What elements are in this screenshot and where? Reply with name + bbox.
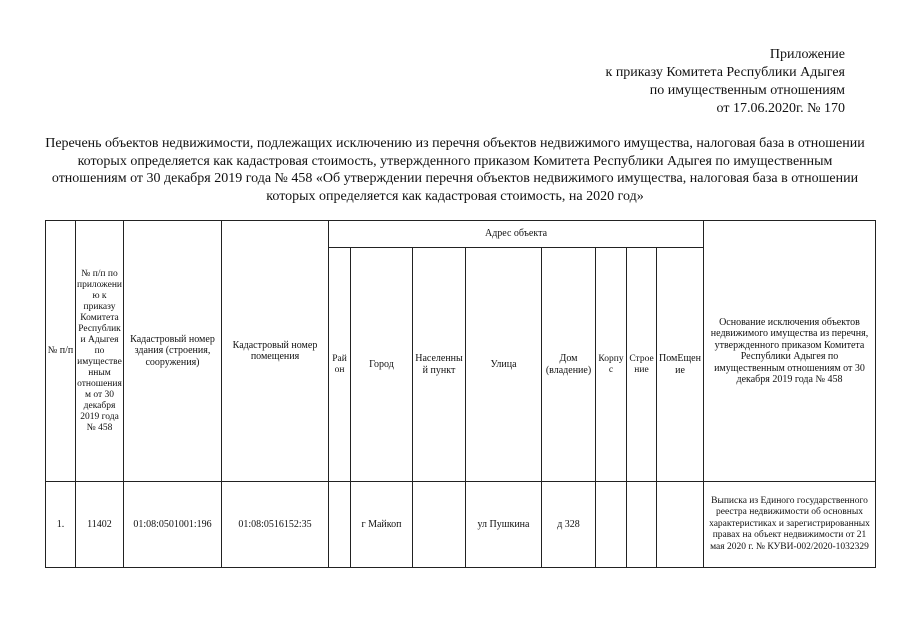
header-district: Район	[329, 248, 351, 482]
cell-settlement	[413, 482, 466, 568]
header-korpus: Корпус	[596, 248, 627, 482]
cell-num-appendix: 11402	[76, 482, 124, 568]
header-street: Улица	[466, 248, 542, 482]
header-num-appendix: № п/п по приложению к приказу Комитета Республики Адыгея по имущественным отношениям от 30 декабря 2019 года № 458	[76, 221, 124, 482]
cell-room	[657, 482, 704, 568]
appendix-line-2: к приказу Комитета Республики Адыгея	[605, 65, 845, 80]
exclusion-table	[45, 220, 876, 568]
appendix-line-3: по имущественным отношениям	[649, 83, 845, 98]
header-settlement: Населенный пункт	[413, 248, 466, 482]
header-building: Строение	[627, 248, 657, 482]
appendix-line-1: Приложение	[769, 47, 845, 62]
header-basis: Основание исключения объектов недвижимого имущества из перечня, утвержденного приказом Комитета Республики Адыгея по имущественным отношениям от 30 декабря 2019 года № 458	[704, 221, 876, 482]
cell-city: г Майкоп	[351, 482, 413, 568]
appendix-line-4: от 17.06.2020г. № 170	[716, 101, 845, 116]
header-house: Дом (владение)	[542, 248, 596, 482]
document-title: Перечень объектов недвижимости, подлежащих исключению из перечня объектов недвижимого имущества, налоговая база в отношении которых определяется как кадастровая стоимость, утвержденного приказом Комитета Республики Адыгея по имущественным отношениям от 30 декабря 2019 года № 458 «Об утверждении перечня объектов недвижимого имущества, налоговая база в отношении которых определяется как кадастровая стоимость, на 2020 год»	[45, 136, 865, 204]
header-room: ПомЕщение	[657, 248, 704, 482]
header-address: Адрес объекта	[329, 221, 704, 248]
header-cadastral-building: Кадастровый номер здания (строения, сооружения)	[124, 221, 222, 482]
cell-basis: Выписка из Единого государственного реестра недвижимости об основных характеристиках и зарегистрированных правах на объект недвижимости от 21 мая 2020 г. № КУВИ-002/2020-1032329	[704, 482, 876, 568]
cell-korpus	[596, 482, 627, 568]
header-num: № п/п	[46, 221, 76, 482]
cell-cadastral-room: 01:08:0516152:35	[222, 482, 329, 568]
cell-house: д 328	[542, 482, 596, 568]
cell-district	[329, 482, 351, 568]
cell-street: ул Пушкина	[466, 482, 542, 568]
header-city: Город	[351, 248, 413, 482]
header-cadastral-room: Кадастровый номер помещения	[222, 221, 329, 482]
header-row-top	[46, 221, 876, 248]
cell-num: 1.	[46, 482, 76, 568]
table-row	[46, 482, 876, 568]
cell-cadastral-building: 01:08:0501001:196	[124, 482, 222, 568]
appendix-block	[606, 46, 845, 118]
cell-building	[627, 482, 657, 568]
